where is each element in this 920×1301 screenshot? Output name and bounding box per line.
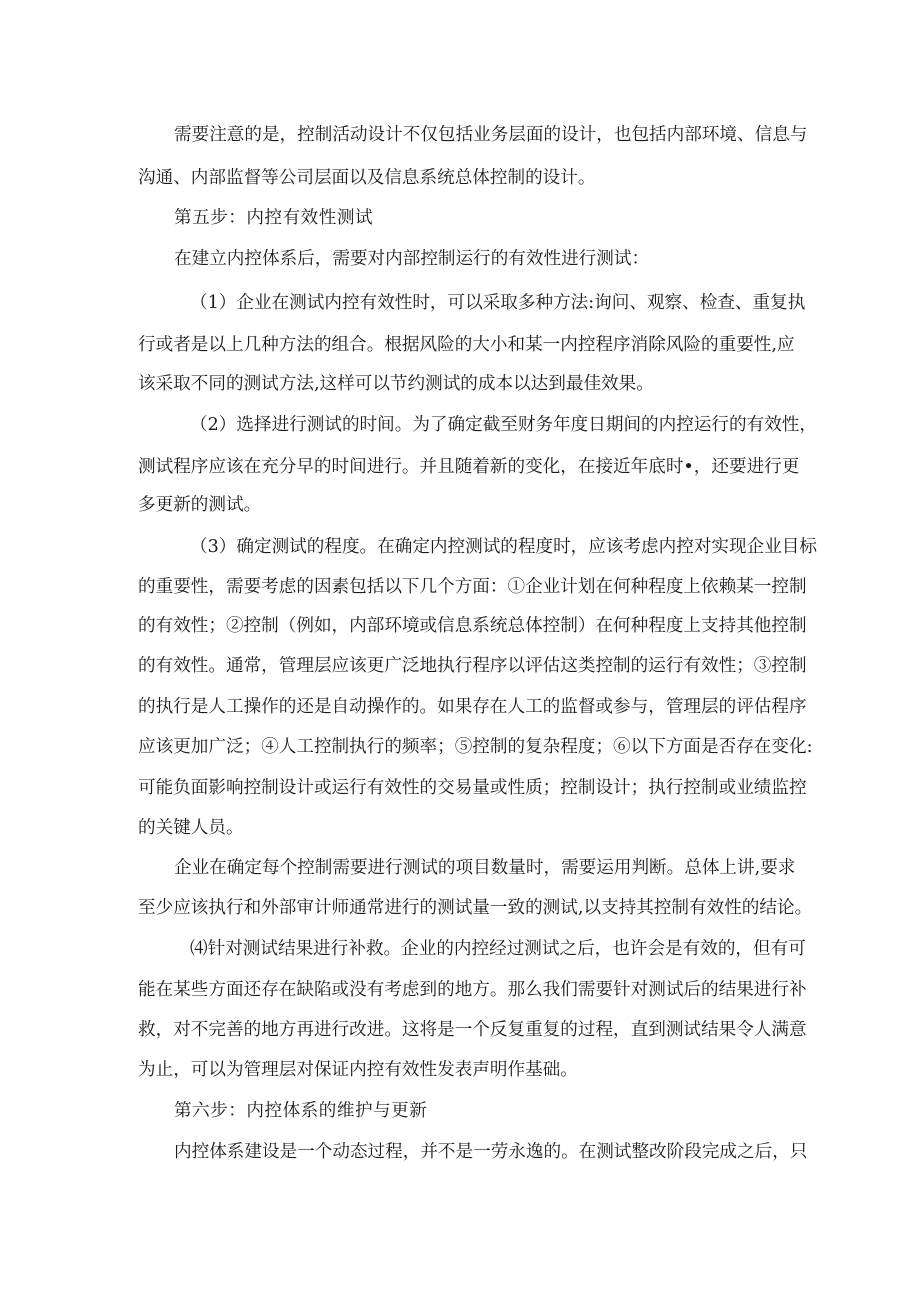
paragraph-line: 救，对不完善的地方再进行改进。这将是一个反复重复的过程，直到测试结果令人满意 (138, 1020, 807, 1040)
paragraph-line: 内控体系建设是一个动态过程，并不是一劳永逸的。在测试整改阶段完成之后，只 (174, 1142, 808, 1162)
paragraph-line: ⑷针对测试结果进行补救。企业的内控经过测试之后，也许会是有效的，但有可 (190, 939, 806, 959)
paragraph-line: 的有效性；②控制（例如，内部环境或信息系统总体控制）在何种程度上支持其他控制 (138, 616, 807, 636)
paragraph-line: 的重要性，需要考虑的因素包括以下几个方面：①企业计划在何种程度上依赖某一控制 (138, 577, 807, 597)
paragraph-line: 的有效性。通常，管理层应该更广泛地执行程序以评估这类控制的运行有效性；③控制 (138, 656, 807, 676)
paragraph-line: 测试程序应该在充分早的时间进行。并且随着新的变化，在接近年底时•，还要进行更 (138, 457, 800, 477)
paragraph-line: （2）选择进行测试的时间。为了确定截至财务年度日期间的内控运行的有效性， (190, 415, 817, 435)
paragraph-line: 为止，可以为管理层对保证内控有效性发表声明作基础。 (138, 1060, 578, 1080)
paragraph-line: 至少应该执行和外部审计师通常进行的测试量一致的测试,以支持其控制有效性的结论。 (138, 898, 813, 918)
paragraph-line: 企业在确定每个控制需要进行测试的项目数量时，需要运用判断。总体上讲,要求 (174, 858, 796, 878)
paragraph-line: 可能负面影响控制设计或运行有效性的交易量或性质；控制设计；执行控制或业绩监控 (138, 778, 807, 798)
paragraph-line: 的关键人员。 (138, 818, 244, 838)
paragraph-line: 沟通、内部监督等公司层面以及信息系统总体控制的设计。 (138, 168, 596, 188)
paragraph-line: 需要注意的是，控制活动设计不仅包括业务层面的设计，也包括内部环境、信息与 (174, 125, 808, 145)
paragraph-line: 在建立内控体系后，需要对内部控制运行的有效性进行测试： (174, 249, 650, 269)
section-heading: 第五步：内控有效性测试 (174, 208, 374, 228)
paragraph-line: 能在某些方面还存在缺陷或没有考虑到的地方。那么我们需要针对测试后的结果进行补 (138, 980, 807, 1000)
paragraph-line: 该采取不同的测试方法,这样可以节约测试的成本以达到最佳效果。 (138, 374, 654, 394)
paragraph-line: 行或者是以上几种方法的组合。根据风险的大小和某一内控程序消除风险的重要性,应 (138, 335, 795, 355)
paragraph-line: 多更新的测试。 (138, 495, 262, 515)
section-heading: 第六步：内控体系的维护与更新 (174, 1101, 428, 1121)
paragraph-line: （1）企业在测试内控有效性时，可以采取多种方法:询问、观察、检查、重复执 (190, 293, 806, 313)
paragraph-line: 的执行是人工操作的还是自动操作的。如果存在人工的监督或参与，管理层的评估程序 (138, 697, 807, 717)
paragraph-line: （3）确定测试的程度。在确定内控测试的程度时，应该考虑内控对实现企业目标 (190, 537, 817, 557)
paragraph-line: 应该更加广泛；④人工控制执行的频率；⑤控制的复杂程度；⑥以下方面是否存在变化: (138, 737, 813, 757)
